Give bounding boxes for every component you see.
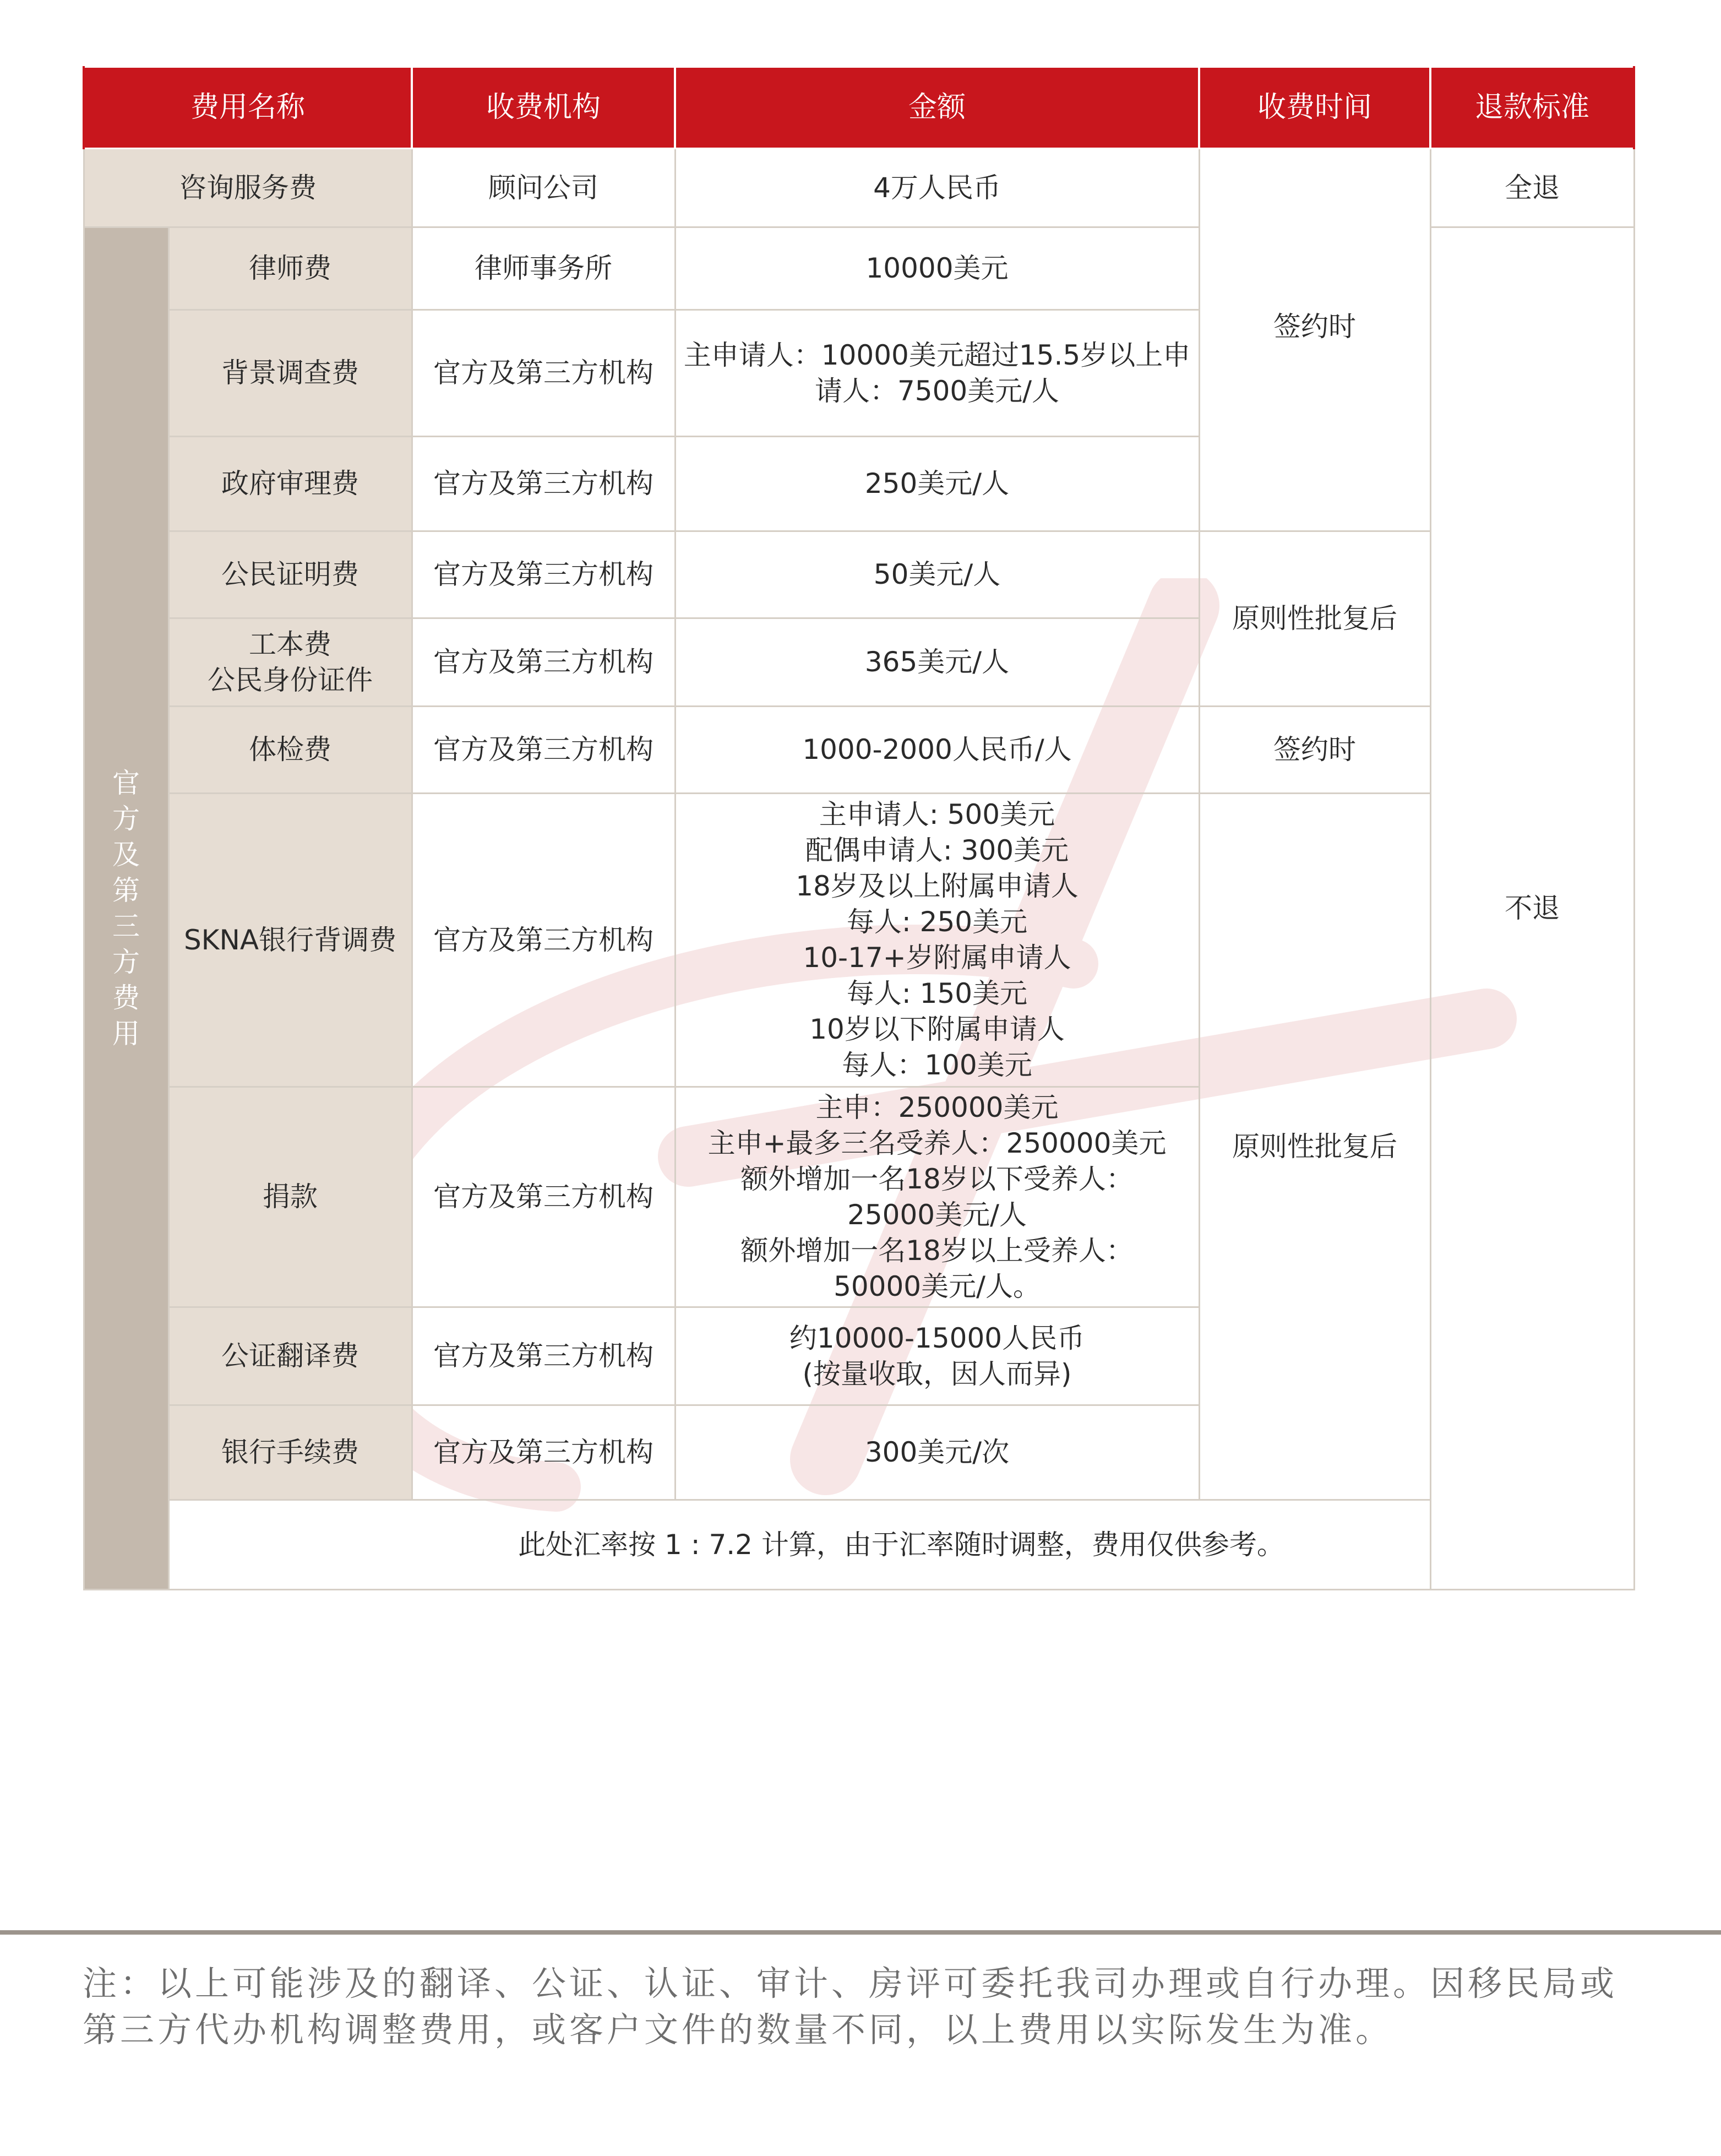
fee-agency: 官方及第三方机构 — [412, 794, 675, 1087]
fee-name: 公证翻译费 — [168, 1307, 412, 1405]
fee-amount: 250美元/人 — [675, 437, 1199, 531]
fee-name: 政府审理费 — [168, 437, 412, 531]
fee-timing: 原则性批复后 — [1199, 794, 1430, 1500]
fee-refund: 全退 — [1430, 149, 1634, 227]
fee-agency: 律师事务所 — [412, 227, 675, 310]
group-label — [84, 227, 168, 1590]
fee-name: 背景调查费 — [168, 310, 412, 437]
fee-amount: 主申请人: 500美元 配偶申请人: 300美元 18岁及以上附属申请人 每人: 250美元 10-17+岁附属申请人 每人: 150美元 10岁以下附属申请人 每人：100美元 — [675, 794, 1199, 1087]
fee-amount: 50美元/人 — [675, 531, 1199, 618]
fee-amount: 365美元/人 — [675, 618, 1199, 707]
table-row — [84, 531, 1634, 618]
fee-amount: 主申请人：10000美元超过15.5岁以上申 请人：7500美元/人 — [675, 310, 1199, 437]
fee-name: 体检费 — [168, 707, 412, 794]
header-timing: 收费时间 — [1199, 67, 1430, 149]
fee-name: 捐款 — [168, 1087, 412, 1307]
fee-agency: 官方及第三方机构 — [412, 531, 675, 618]
fee-amount: 约10000-15000人民币 (按量收取，因人而异) — [675, 1307, 1199, 1405]
fee-agency: 官方及第三方机构 — [412, 437, 675, 531]
fee-agency: 官方及第三方机构 — [412, 310, 675, 437]
fee-amount: 主申：250000美元 主申+最多三名受养人：250000美元 额外增加一名18岁以下受养人： 25000美元/人 额外增加一名18岁以上受养人： 50000美元/人。 — [675, 1087, 1199, 1307]
exchange-note: 此处汇率按 1 : 7.2 计算，由于汇率随时调整，费用仅供参考。 — [168, 1500, 1634, 1590]
table-row — [84, 149, 1634, 227]
table-row — [84, 794, 1634, 1087]
fee-refund: 不退 — [1430, 227, 1634, 1590]
bottom-note: 注：以上可能涉及的翻译、公证、认证、审计、房评可委托我司办理或自行办理。因移民局或第三方代办机构调整费用，或客户文件的数量不同，以上费用以实际发生为准。 — [83, 1963, 1618, 2050]
fee-table — [83, 66, 1635, 1590]
fee-name: SKNA银行背调费 — [168, 794, 412, 1087]
divider — [0, 1930, 1721, 1935]
fee-name: 咨询服务费 — [84, 149, 412, 227]
fee-name: 公民证明费 — [168, 531, 412, 618]
fee-amount: 4万人民币 — [675, 149, 1199, 227]
fee-timing: 签约时 — [1199, 707, 1430, 794]
fee-name: 工本费 公民身份证件 — [168, 618, 412, 707]
exchange-note-row — [84, 1500, 1634, 1590]
fee-timing: 原则性批复后 — [1199, 531, 1430, 707]
fee-amount: 1000-2000人民币/人 — [675, 707, 1199, 794]
fee-name: 律师费 — [168, 227, 412, 310]
fee-timing: 签约时 — [1199, 149, 1430, 531]
header-agency: 收费机构 — [412, 67, 675, 149]
group-label-text: 官方及第三方费用 — [112, 767, 140, 1050]
fee-amount: 300美元/次 — [675, 1405, 1199, 1500]
fee-agency: 官方及第三方机构 — [412, 1405, 675, 1500]
header-amount: 金额 — [675, 67, 1199, 149]
fee-agency: 顾问公司 — [412, 149, 675, 227]
table-header-row — [84, 67, 1634, 149]
fee-name: 银行手续费 — [168, 1405, 412, 1500]
fee-agency: 官方及第三方机构 — [412, 618, 675, 707]
fee-agency: 官方及第三方机构 — [412, 1307, 675, 1405]
table-row — [84, 707, 1634, 794]
fee-agency: 官方及第三方机构 — [412, 1087, 675, 1307]
fee-agency: 官方及第三方机构 — [412, 707, 675, 794]
header-fee-name: 费用名称 — [84, 67, 412, 149]
header-refund: 退款标准 — [1430, 67, 1634, 149]
fee-amount: 10000美元 — [675, 227, 1199, 310]
